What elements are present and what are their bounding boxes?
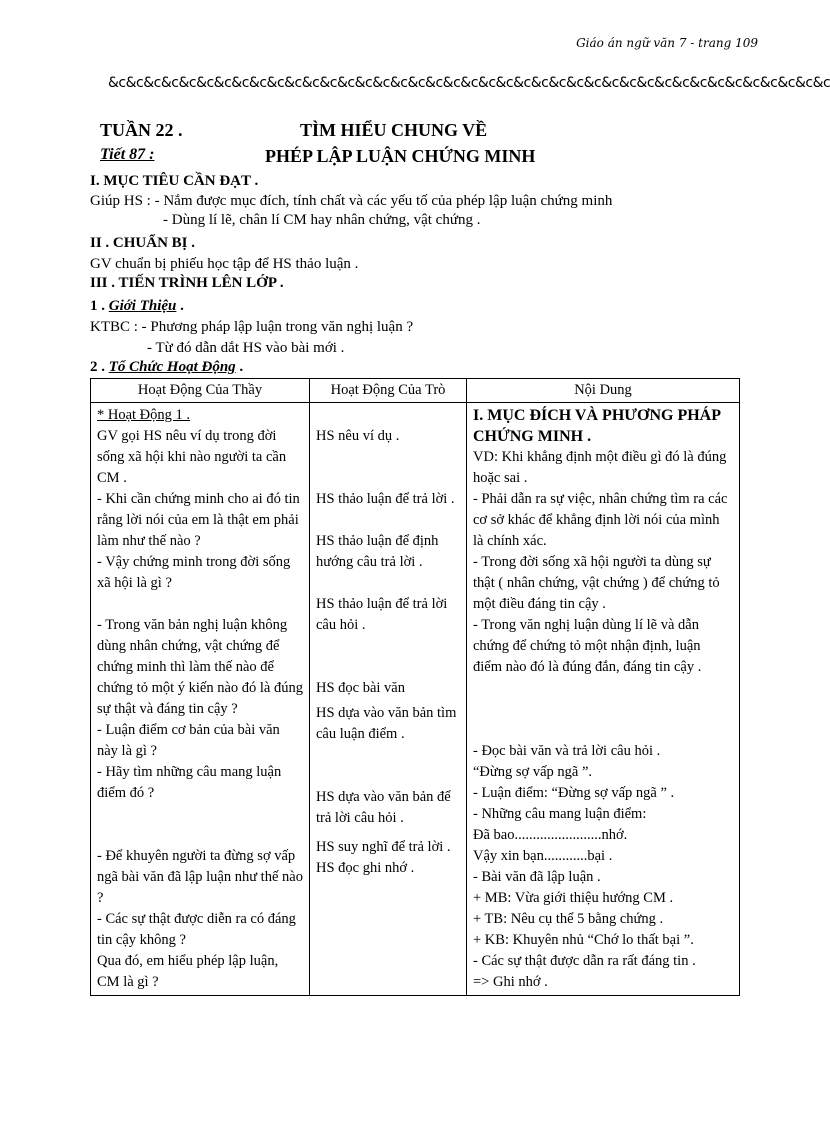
page-header-note: Giáo án ngữ văn 7 - trang 109 [576,36,758,50]
teacher-column [91,403,310,996]
section-2-heading: II . CHUẨN BỊ . [90,235,196,251]
content-item: - Trong đời sống xã hội người ta dùng sự thật ( nhân chứng, vật chứng ) để chứng tỏ một điều đáng tin cậy . [473,554,720,612]
teacher-item: - Để khuyên người ta đừng sợ vấp ngã bài văn đã lập luận như thế nào ? [97,848,303,906]
content-item: “Đừng sợ vấp ngã ”. [473,764,593,780]
content-item: - Trong văn nghị luận dùng lí lẽ và dẫn chứng để chứng tỏ một nhận định, luận điểm nào đó là đúng đắn, đáng tin cậy . [473,617,702,675]
teacher-item: - Hãy tìm những câu mang luận điểm đó ? [97,764,282,801]
content-item: + MB: Vừa giới thiệu hướng CM . [473,890,674,906]
title-line-2: PHÉP LẬP LUẬN CHỨNG MINH [265,146,536,166]
teacher-item: - Khi cần chứng minh cho ai đó tin rằng lời nói của em là thật em phải làm như thế nào ? [97,491,300,549]
part-1-title: Giới Thiệu [108,298,177,314]
header-content: Nội Dung [467,379,740,403]
student-item: HS suy nghĩ để trả lời . [316,839,451,855]
teacher-item: - Trong văn bản nghị luận không dùng nhân chứng, vật chứng để chứng minh thì làm thế nào để chứng tỏ một ý kiến nào đó là đúng sự thật và đáng tin cậy ? [97,617,303,717]
table-row [91,403,740,996]
section-1-heading: I. MỤC TIÊU CẦN ĐẠT . [90,173,259,189]
content-item: VD: Khi khẳng định một điều gì đó là đúng hoặc sai . [473,449,727,486]
content-item: Đã bao........................nhớ. [473,827,628,843]
teacher-item: Qua đó, em hiểu phép lập luận, CM là gì ? [97,953,279,990]
content-item: - Những câu mang luận điểm: [473,806,647,822]
teacher-item: - Vậy chứng minh trong đời sống xã hội là gì ? [97,554,291,591]
part-2-title: Tổ Chức Hoạt Động [108,359,236,375]
teacher-item: - Luận điểm cơ bản của bài văn này là gì ? [97,722,280,759]
student-column [310,403,467,996]
part-2-number: 2 . [90,359,105,375]
content-heading: I. MỤC ĐÍCH VÀ PHƯƠNG PHÁP CHỨNG MINH . [473,407,721,445]
part-1-heading: 1 . Giới Thiệu . [90,298,184,314]
header-student: Hoạt Động Của Trò [310,379,467,403]
section-2-line-1: GV chuẩn bị phiếu học tập để HS thảo luận . [90,256,359,272]
content-item: => Ghi nhớ . [473,974,548,990]
content-item: - Phải dẫn ra sự việc, nhân chứng tìm ra các cơ sở khác để khẳng định lời nói của mình là chính xác. [473,491,728,549]
content-item: - Các sự thật được dẫn ra rất đáng tin . [473,953,696,969]
lesson-label: Tiết 87 : [100,146,155,163]
student-item: HS dựa vào văn bản để trả lời câu hỏi . [316,789,451,826]
content-item: - Bài văn đã lập luận . [473,869,601,885]
content-item: + TB: Nêu cụ thể 5 bằng chứng . [473,911,664,927]
title-line-1: TÌM HIỂU CHUNG VỀ [300,120,488,140]
content-item: - Đọc bài văn và trả lời câu hỏi . [473,743,661,759]
student-item: HS đọc ghi nhớ . [316,860,415,876]
content-item: - Luận điểm: “Đừng sợ vấp ngã ” . [473,785,675,801]
student-item: HS dựa vào văn bản tìm câu luận điểm . [316,705,457,742]
content-item: Vậy xin bạn............bại . [473,848,613,864]
ornament-divider: &c&c&c&c&c&c&c&c&c&c&c&c&c&c&c&c&c&c&c&c&c&c&c&c&c&c&c&c&c&c&c&c&c&c&c&c&c&c&c&c&c [108,75,830,91]
header-teacher: Hoạt Động Của Thầy [91,379,310,403]
part-1-number: 1 . [90,298,105,314]
ktbc-line-2: - Từ đó dẫn dắt HS vào bài mới . [147,340,345,356]
content-item: + KB: Khuyên nhủ “Chớ lo thất bại ”. [473,932,694,948]
activity-table [90,378,740,996]
ktbc-line-1: KTBC : - Phương pháp lập luận trong văn nghị luận ? [90,319,414,335]
section-1-line-1: Giúp HS : - Nắm được mục đích, tính chất và các yếu tố của phép lập luận chứng minh [90,193,613,209]
student-item: HS thảo luận để định hướng câu trả lời . [316,533,439,570]
week-label: TUẦN 22 . [100,120,183,140]
teacher-item: * Hoạt Động 1 . [97,407,191,423]
student-item: HS nêu ví dụ . [316,428,400,444]
student-item: HS đọc bài văn [316,680,405,696]
teacher-item: GV gọi HS nêu ví dụ trong đời sống xã hội khi nào người ta cần CM . [97,428,287,486]
teacher-item: - Các sự thật được diễn ra có đáng tin cậy không ? [97,911,296,948]
student-item: HS thảo luận để trả lời câu hỏi . [316,596,448,633]
section-3-heading: III . TIẾN TRÌNH LÊN LỚP . [90,275,284,291]
part-2-heading: 2 . Tổ Chức Hoạt Động . [90,359,244,375]
content-column [467,403,740,996]
student-item: HS thảo luận để trả lời . [316,491,455,507]
section-1-line-2: - Dùng lí lẽ, chân lí CM hay nhân chứng, vật chứng . [163,212,481,228]
table-header-row [91,379,740,403]
